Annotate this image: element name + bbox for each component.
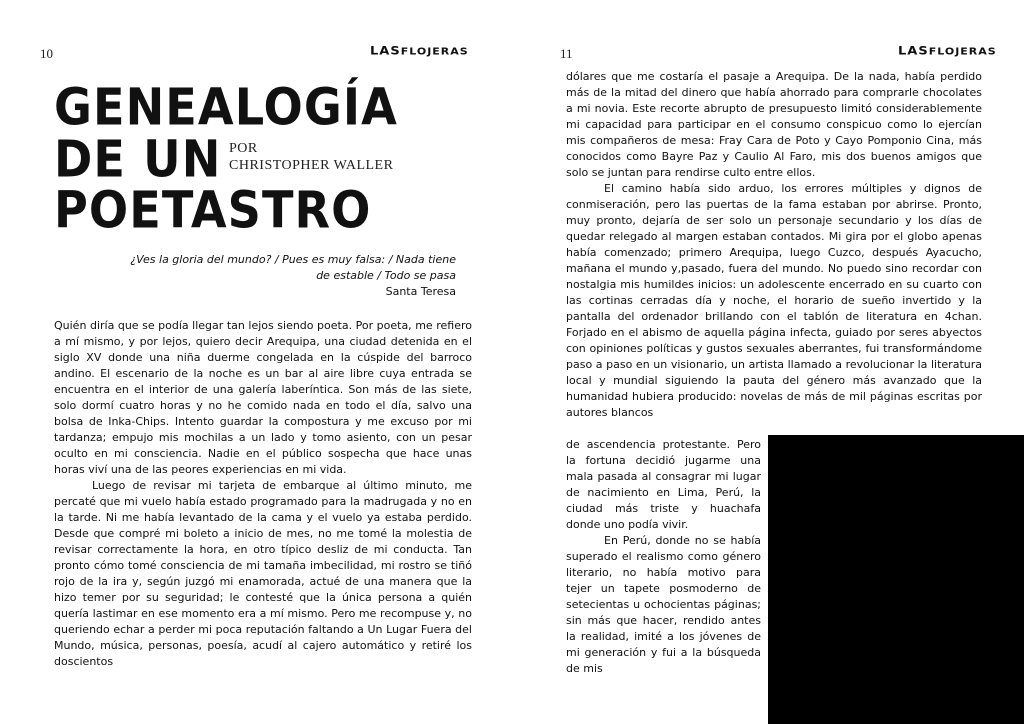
magazine-logo bbox=[898, 45, 997, 59]
logo-text-las: LAS bbox=[898, 44, 929, 59]
paragraph: Quién diría que se podía llegar tan lejos siendo poeta. Por poeta, me refiero a mí mismo, y por lejos, quiero decir Arequipa, una ciudad detenida en el siglo XV donde una niña duerme congelada en la cúspide del barroco andino. El escenario de la noche es un bar al aire libre cuya entrada se encuentra en el interior de una galería laberíntica. Son más de las siete, solo dormí cuatro horas y no he comido nada en todo el día, salvo una bolsa de Inka-Chips. Intento guardar la compostura y me excuso por mi tardanza; empujo mis mochilas a un lado y tomo asiento, con un pesar oculto en mi consciencia. Nadie en el público sospecha que hace unas horas viví una de las peores experiencias en mi vida. bbox=[54, 319, 472, 476]
title-line-3: POETASTRO bbox=[54, 181, 372, 241]
magazine-logo bbox=[370, 45, 469, 59]
paragraph: dólares que me costaría el pasaje a Arequipa. De la nada, había perdido más de la mitad del dinero que había ahorrado para comprarle chocolates a mi novia. Este recorte abrupto de presupuesto limitó considerablemente mi capacidad para participar en el consumo conspicuo como lo ejercían mis compañeros de mesa: Fray Cara de Poto y Cayo Pomponio Cina, más conocidos como Bayre Paz y Caulio Al Faro, mis dos buenos amigos que solo se juntan para rendirse culto entre ellos. bbox=[566, 70, 982, 179]
epigraph bbox=[120, 252, 456, 300]
page-number: 10 bbox=[40, 46, 53, 61]
paragraph: El camino había sido arduo, los errores múltiples y dignos de conmiseración, pero las puertas de la fama estaban por abrirse. Pronto, muy pronto, dejaría de ser solo un personaje secundario y los días de quedar relegado al margen estaban contados. Mi gira por el globo apenas había comenzado; primero Arequipa, luego Cuzco, después Ayacucho, mañana el mundo y,pasado, fuera del mundo. No puedo sino recordar con nostalgia mis humildes inicios: un adolescente encerrado en su cuarto con las cortinas cerradas día y noche, el horario de sueño invertido y la pantalla del ordenador brillando con el tablón de literatura en 4chan. Forjado en el abismo de aquella página infecta, guiado por seres abyectos con opiniones políticas y gustos sexuales aberrantes, fui transformándome paso a paso en un visionario, un artista llamado a revolucionar la literatura local y mundial siguiendo la pauta del género más avanzado que la humanidad hubiera producido: novelas de más de mil páginas escritas por autores blancos bbox=[566, 182, 982, 419]
article-body-right bbox=[566, 69, 982, 421]
byline-por: POR bbox=[229, 141, 258, 156]
logo-text-flojeras: FLOJERAS bbox=[928, 45, 997, 58]
byline-author: CHRISTOPHER WALLER bbox=[229, 158, 394, 173]
paragraph: Luego de revisar mi tarjeta de embarque al último minuto, me percaté que mi vuelo había estado programado para la madrugada y no en la tarde. Ni me había levantado de la cama y el vuelo ya estaba perdido. Desde que compré mi boleto a inicio de mes, no me tomé la molestia de revisar correctamente la hora, en otro típico desliz de mi conducta. Tan pronto cómo tomé consciencia de mi tamaña imbecilidad, mi rostro se tiñó rojo de la ira y, según juzgó mi enamorada, actué de una manera que la hizo temer por su seguridad; le contesté que la única persona a quién quería lastimar en ese momento era a mí mismo. Pero me recompuse y, no queriendo echar a perder mi poca reputación faltando a Un Lugar Fuera del Mundo, música, personas, poesía, acudí al cajero automático y retiré los doscientos bbox=[54, 479, 472, 668]
epigraph-author: Santa Teresa bbox=[385, 285, 456, 298]
paragraph: de ascendencia protestante. Pero la fortuna decidió jugarme una mala pasada al consagrar mi lugar de nacimiento en Lima, Perú, la ciudad más triste y huachafa donde uno podía vivir. bbox=[566, 438, 761, 531]
paragraph: En Perú, donde no se había superado el realismo como género literario, no había motivo para tejer un tapete posmoderno de setecientas u ochocientas páginas; sin más que hacer, rendido antes la realidad, imité a los jóvenes de mi generación y fui a la búsqueda de mis bbox=[566, 534, 761, 675]
logo-text-flojeras: FLOJERAS bbox=[400, 45, 469, 58]
article-body-right-narrow bbox=[566, 437, 761, 677]
title-line-1: GENEALOGÍA bbox=[54, 78, 398, 138]
article-body-left bbox=[54, 318, 472, 670]
page-number: 11 bbox=[560, 46, 573, 61]
logo-text-las: LAS bbox=[370, 44, 401, 59]
epigraph-quote: ¿Ves la gloria del mundo? / Pues es muy falsa: / Nada tiene de estable / Todo se pasa bbox=[130, 253, 456, 282]
black-image-block bbox=[768, 435, 1024, 724]
title-line-2: DE UN bbox=[54, 130, 222, 190]
